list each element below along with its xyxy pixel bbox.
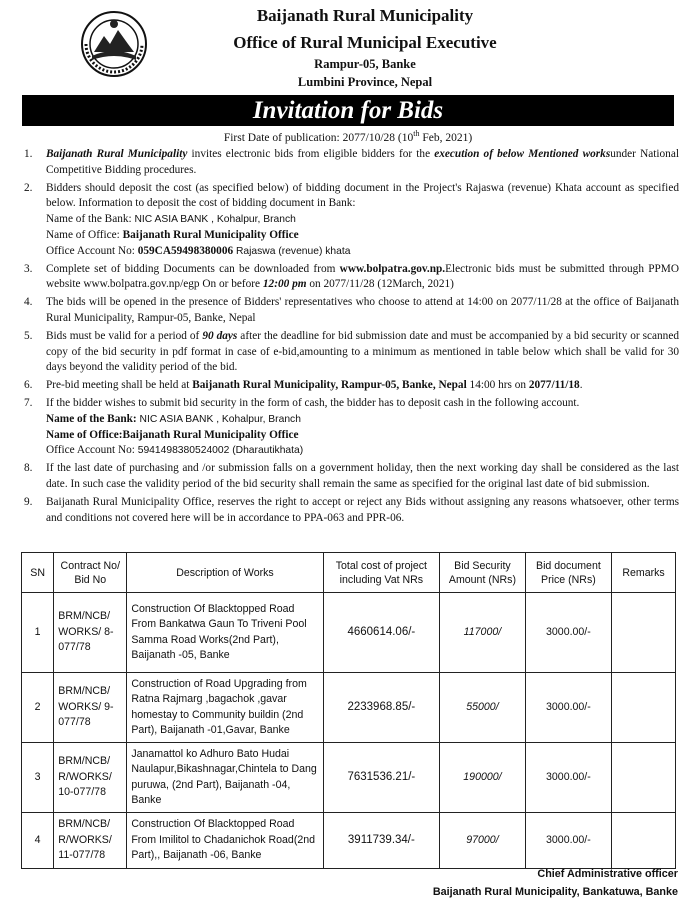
list-item: 6. Pre-bid meeting shall be held at Baijanath Rural Municipality, Rampur-05, Banke, Nepal 14:00 hrs on 2077/11/18. (24, 379, 583, 392)
office-name: Office of Rural Municipal Executive (233, 33, 497, 52)
list-item: 1. Baijanath Rural Municipality invites electronic bids from eligible bidders for the execution of below Mentioned worksunder National Competitive Bidding procedures. (24, 148, 679, 176)
table-row: 2 BRM/NCB/ WORKS/ 9-077/78 Construction of Road Upgrading from Ratna Rajmarg ,bagachok ,gavar homestay to Community buildin (2nd Part), Baijanath -01,Gavar, Banke 2233968.85/- 55000/ 3000.00/- (22, 673, 676, 743)
list-item: 7. If the bidder wishes to submit bid security in the form of cash, the bidder has to deposit cash in the following account. Name of the Bank: NIC ASIA BANK , Kohalpur, Branch Name of Office:Baijanath Rural Municipality Office Office Account No: 5941498380524002 (Dharautikhata) (24, 396, 580, 457)
table-header-row (22, 553, 676, 593)
address-line-1: Rampur-05, Banke (314, 57, 416, 71)
table-row: 3 BRM/NCB/ R/WORKS/ 10-077/78 Janamattol ko Adhuro Bato Hudai Naulapur,Bikashnagar,Chintela to Dang puruwa, (2nd Part), Baijanath -04, Banke 7631536.21/- 190000/ 3000.00/- (22, 743, 676, 813)
list-item: 4. The bids will be opened in the presence of Bidders' representatives who choose to attend at 14:00 on 2077/11/28 at the office of Baijanath Rural Municipality, Rampur-05, Banke, Nepal (24, 296, 679, 324)
header-doc-price: Bid document Price (NRs) (525, 553, 611, 593)
table-row: 4 BRM/NCB/ R/WORKS/ 11-077/78 Construction Of Blacktopped Road From Imilitol to Chadanichok Road(2nd Part),, Baijanath -06, Banke 3911739.34/- 97000/ 3000.00/- (22, 813, 676, 869)
list-item: 8. If the last date of purchasing and /or submission falls on a government holiday, then the next working day shall be considered as the last date. In such case the validity period of the bid security shall remain the same as specified for the original last date of bid submission. (24, 462, 679, 490)
header-remarks: Remarks (612, 553, 676, 593)
header-total-cost: Total cost of project including Vat NRs (323, 553, 440, 593)
bids-table (21, 552, 676, 869)
list-item: 9. Baijanath Rural Municipality Office, reserves the right to accept or reject any Bids without assigning any reasons whatsoever, other terms and conditions not covered here will be in accordance to PPA-063 and PPR-06. (24, 495, 679, 524)
signatory-title: Chief Administrative officer (537, 868, 678, 880)
list-item: 2. Bidders should deposit the cost (as specified below) of bidding document in the Project's Rajaswa (revenue) Khata account as specified below. Information to deposit the cost of bidding document in Bank: Name of the Bank: NIC ASIA BANK , Kohalpur, Branch Name of Office: Baijanath Rural Municipality Office Office Account No: 059CA59498380006 Rajaswa (revenue) khata (24, 181, 679, 257)
header-sn: SN (22, 553, 54, 593)
header-contract-no: Contract No/ Bid No (54, 553, 127, 593)
publication-date: First Date of publication: 2077/10/28 (10th Feb, 2021) (223, 129, 473, 144)
instructions-list (24, 147, 679, 528)
signatory-organization: Baijanath Rural Municipality, Bankatuwa, Banke (432, 886, 678, 898)
header-description: Description of Works (127, 553, 323, 593)
list-item: 3. Complete set of bidding Documents can be downloaded from www.bolpatra.gov.np.Electronic bids must be submitted through PPMO website www.bolpatra.gov.np/egp On or before 12:00 pm on 2077/11/28 (12March, 2021) (24, 262, 679, 291)
municipality-emblem-icon (80, 10, 148, 78)
municipality-name: Baijanath Rural Municipality (256, 6, 474, 25)
page-title: Invitation for Bids (252, 96, 444, 124)
header-bid-security: Bid Security Amount (NRs) (440, 553, 526, 593)
list-item: 5. Bids must be valid for a period of 90 days after the deadline for bid submission date and must be accompanied by a bid security or scanned copy of the bid security in pdf format in case of e-bid,amounting to a minimum as mentioned in table below which shall be valid for 30 days beyond the validity period of the bid. (24, 329, 679, 374)
address-line-2: Lumbini Province, Nepal (297, 75, 433, 89)
title-banner (22, 95, 674, 126)
table-row: 1 BRM/NCB/ WORKS/ 8-077/78 Construction Of Blacktopped Road From Bankatwa Gaun To Triveni Pool Samma Road Works(2nd Part), Baijanath -05, Banke 4660614.06/- 117000/ 3000.00/- (22, 593, 676, 673)
